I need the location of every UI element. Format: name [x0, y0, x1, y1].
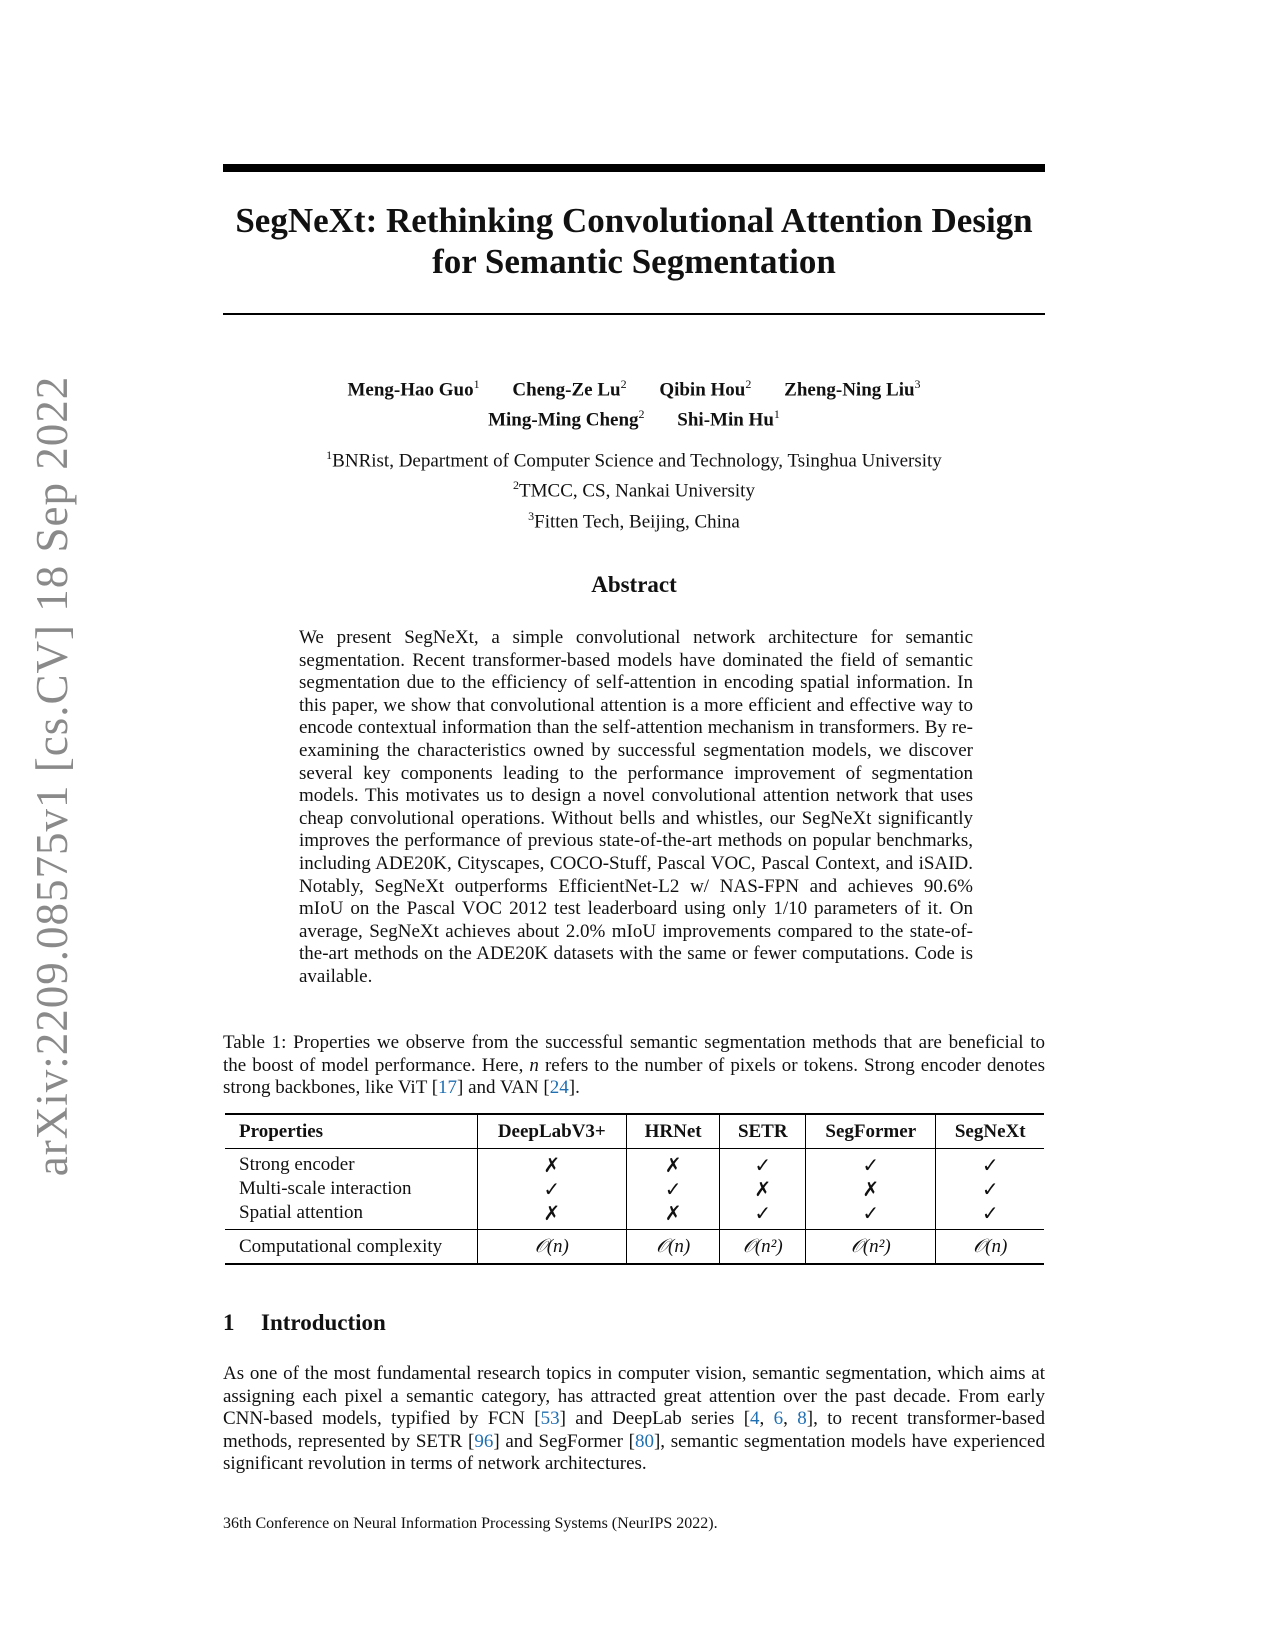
author-line-1 [223, 372, 1045, 402]
author: Meng-Hao Guo$^1$ [347, 377, 480, 401]
table-cell: ✓ [806, 1149, 936, 1178]
table-header-row [225, 1114, 1044, 1149]
table-cell: ✗ [626, 1201, 720, 1230]
header-deeplabv3plus: DeepLabV3+ [477, 1114, 626, 1149]
table-cell: 𝒪(n²) [720, 1230, 806, 1265]
row-label: Strong encoder [239, 1154, 355, 1175]
arxiv-watermark: arXiv:2209.08575v1 [cs.CV] 18 Sep 2022 [27, 375, 77, 1177]
abstract-body: We present SegNeXt, a simple convolutional network architecture for semantic segmentation. Recent transformer-based models have dominated the field of semantic segmentation due to the efficiency of self-attention in encoding spatial information. In this paper, we show that convolutional attention is a more efficient and effective way to encode contextual information than the self-attention mechanism in transformers. By re-examining the characteristics owned by successful segmentation models, we discover several key components leading to the performance improvement of segmentation models. This motivates us to design a novel convolutional attention network that uses cheap convolutional operations. Without bells and whistles, our SegNeXt significantly improves the performance of previous state-of-the-art methods on popular benchmarks, including ADE20K, Cityscapes, COCO-Stuff, Pascal VOC, Pascal Context, and iSAID. Notably, SegNeXt outperforms EfficientNet-L2 w/ NAS-FPN and achieves 90.6% mIoU on the Pascal VOC 2012 test leaderboard using only 1/10 parameters of it. On average, SegNeXt achieves about 2.0% mIoU improvements compared to the state-of-the-art methods on the ADE20K datasets with the same or fewer computations. Code is available. [299, 627, 973, 987]
table-cell: ✓ [477, 1177, 626, 1201]
author-list [223, 372, 1045, 433]
table-cell: ✓ [936, 1177, 1044, 1201]
table-cell: ✓ [626, 1177, 720, 1201]
table-cell: ✗ [626, 1149, 720, 1178]
table-cell: ✓ [806, 1201, 936, 1230]
author-line-2 [223, 402, 1045, 432]
author: Qibin Hou$^2$ [659, 377, 752, 401]
table-cell: ✓ [720, 1149, 806, 1178]
properties-table [225, 1113, 1044, 1265]
citation-link[interactable]: 17 [438, 1077, 458, 1099]
citation-link[interactable]: 6 [773, 1408, 784, 1430]
table-row [225, 1149, 1044, 1178]
section-title: Introduction [261, 1310, 386, 1335]
affiliation: $^3$Fitten Tech, Beijing, China [528, 508, 740, 532]
title-top-rule [223, 164, 1045, 172]
title-line-2: for Semantic Segmentation [432, 242, 836, 281]
header-properties: Properties [239, 1120, 324, 1142]
table-cell: ✓ [720, 1201, 806, 1230]
table-cell: ✗ [806, 1177, 936, 1201]
citation-link[interactable]: 96 [474, 1430, 494, 1452]
table-cell: ✗ [720, 1177, 806, 1201]
table-cell: ✓ [936, 1149, 1044, 1178]
citation-link[interactable]: 24 [549, 1077, 569, 1099]
citation-link[interactable]: 4 [750, 1408, 760, 1430]
citation-link[interactable]: 8 [797, 1408, 807, 1430]
title-line-1: SegNeXt: Rethinking Convolutional Attention Design [235, 201, 1033, 240]
table-cell: 𝒪(n) [936, 1230, 1044, 1265]
table-cell: 𝒪(n²) [806, 1230, 936, 1265]
paper-title [223, 200, 1045, 282]
citation-link[interactable]: 53 [540, 1408, 560, 1430]
table-cell: ✗ [477, 1149, 626, 1178]
affiliation: $^1$BNRist, Department of Computer Science and Technology, Tsinghua University [326, 448, 942, 472]
author: Cheng-Ze Lu$^2$ [512, 377, 627, 401]
affiliation: $^2$TMCC, CS, Nankai University [513, 478, 755, 502]
table-row [225, 1201, 1044, 1230]
intro-paragraph: As one of the most fundamental research topics in computer vision, semantic segmentation, which aims at assigning each pixel a semantic category, has attracted great attention over the past decade. From early CNN-based models, typified by FCN [53] and DeepLab series [4, 6, 8], to recent transformer-based methods, represented by SETR [96] and SegFormer [80], semantic segmentation models have experienced significant revolution in terms of network architectures. [223, 1363, 1045, 1475]
section-heading [223, 1310, 386, 1336]
affiliation-list [223, 443, 1045, 534]
row-label: Computational complexity [239, 1235, 443, 1257]
abstract-heading: Abstract [591, 572, 677, 597]
table-cell: 𝒪(n) [626, 1230, 720, 1265]
citation-link[interactable]: 80 [634, 1430, 654, 1452]
section-number: 1 [223, 1310, 235, 1335]
author: Ming-Ming Cheng$^2$ [488, 407, 645, 431]
table-caption: Table 1: Properties we observe from the successful semantic segmentation methods that are beneficial to the boost of model performance. Here, n refers to the number of pixels or tokens. Strong encoder denotes strong backbones, like ViT [17] and VAN [24]. [223, 1032, 1045, 1099]
table-cell: ✓ [936, 1201, 1044, 1230]
header-hrnet: HRNet [626, 1114, 720, 1149]
table-cell: ✗ [477, 1201, 626, 1230]
author: Shi-Min Hu$^1$ [677, 407, 780, 431]
row-label: Multi-scale interaction [239, 1178, 412, 1199]
table-cell: 𝒪(n) [477, 1230, 626, 1265]
header-segnext: SegNeXt [936, 1114, 1044, 1149]
table-row-complexity [225, 1230, 1044, 1265]
table-row [225, 1177, 1044, 1201]
header-setr: SETR [720, 1114, 806, 1149]
title-bottom-rule [223, 313, 1045, 315]
row-label: Spatial attention [239, 1202, 364, 1223]
conference-footnote: 36th Conference on Neural Information Processing Systems (NeurIPS 2022). [223, 1515, 718, 1532]
header-segformer: SegFormer [806, 1114, 936, 1149]
author: Zheng-Ning Liu$^3$ [784, 377, 921, 401]
